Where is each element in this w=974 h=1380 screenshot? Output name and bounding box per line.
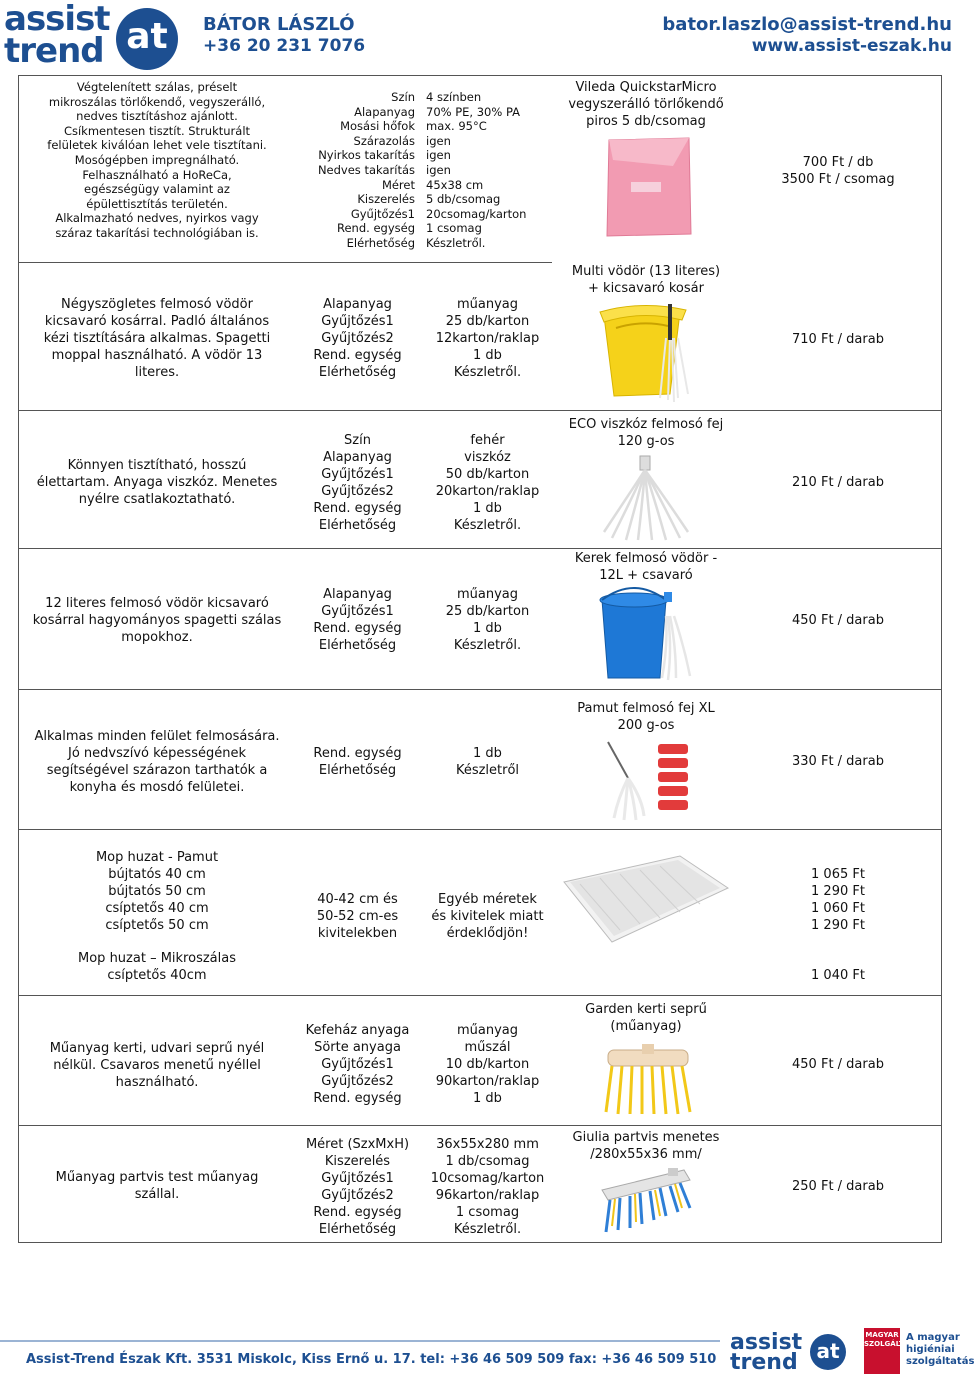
contact-name: BÁTOR LÁSZLÓ	[203, 14, 355, 35]
viscose-mop-head-image	[600, 452, 690, 542]
logo-wordmark-top: assist	[4, 0, 110, 39]
table-border-top	[18, 75, 942, 76]
garden-broom-image	[602, 1044, 694, 1116]
yellow-bucket-image	[596, 298, 700, 406]
footer-divider	[0, 1340, 720, 1342]
row1-price: 700 Ft / db 3500 Ft / csomag	[781, 155, 895, 187]
row2-price: 710 Ft / darab	[792, 332, 884, 347]
cloth-image	[603, 136, 693, 240]
table-border-left	[18, 75, 19, 1242]
row3-product-title: ECO viszkóz felmosó fej 120 g-os	[568, 417, 724, 449]
row-divider-2	[18, 410, 942, 411]
row4-spec-values: műanyag 25 db/karton 1 db Készletről.	[445, 587, 530, 653]
row5-product-title: Pamut felmosó fej XL 200 g-os	[577, 701, 715, 733]
logo-at-icon: at	[116, 8, 178, 70]
footer-logo-at-icon: at	[810, 1334, 846, 1370]
row4-spec-labels: Alapanyag Gyűjtőzés1 Rend. egység Elérhetőség	[313, 587, 402, 653]
indoor-broom-image	[596, 1166, 696, 1236]
row5-spec-labels: Rend. egység Elérhetőség	[313, 746, 402, 778]
row6-size-note: 40-42 cm és 50-52 cm-es kivitelekben	[316, 892, 399, 941]
cotton-mop-image	[604, 738, 694, 822]
row-divider-6	[18, 995, 942, 996]
row7-product-title: Garden kerti seprű (műanyag)	[585, 1002, 707, 1034]
row7-price: 450 Ft / darab	[792, 1057, 884, 1072]
contact-email[interactable]: bator.laszlo@assist-trend.hu	[662, 14, 952, 35]
row2-product-title: Multi vödör (13 literes) + kicsavaró kosár	[571, 264, 721, 296]
footer-logo-bottom: trend	[730, 1350, 798, 1375]
row-divider-3	[18, 548, 942, 549]
row8-spec-labels: Méret (SzxMxH) Kiszerelés Gyűjtőzés1 Gyűjtőzés2 Rend. egység Elérhetőség	[305, 1137, 410, 1237]
row5-price: 330 Ft / darab	[792, 754, 884, 769]
footer-logo-top: assist	[730, 1330, 803, 1355]
logo-wordmark-bottom: trend	[4, 31, 104, 71]
row8-price: 250 Ft / darab	[792, 1179, 884, 1194]
table-border-bottom	[18, 1242, 942, 1243]
row3-spec-labels: Szín Alapanyag Gyűjtőzés1 Gyűjtőzés2 Rend. egység Elérhetőség	[313, 433, 402, 533]
seal-caption: A magyar higiéniai szolgáltatás	[906, 1332, 974, 1367]
contact-website[interactable]: www.assist-eszak.hu	[751, 36, 952, 56]
footer-company-info: Assist-Trend Észak Kft. 3531 Miskolc, Kiss Ernő u. 17. tel: +36 46 509 509 fax: +36 46 509 510	[26, 1352, 717, 1367]
row4-description: 12 literes felmosó vödör kicsavaró kosárral hagyományos spagetti szálas mopokhoz.	[32, 596, 282, 645]
row1-spec-labels: Szín Alapanyag Mosási hőfok Szárazolás Nyirkos takarítás Nedves takarítás Méret Kiszerelés Gyűjtőzés1 Rend. egység Elérhetőség	[317, 90, 415, 250]
table-border-right	[941, 75, 942, 1242]
row6-inquiry-note: Egyéb méretek és kivitelek miatt érdeklődjön!	[431, 892, 544, 941]
row1-product-title: Vileda QuickstarMicro vegyszerálló törlőkendő piros 5 db/csomag	[568, 80, 724, 129]
row3-description: Könnyen tisztítható, hosszú élettartam. Anyaga viszkóz. Menetes nyélre csatlakoztatható.	[36, 458, 278, 507]
row7-spec-labels: Kefeház anyaga Sörte anyaga Gyűjtőzés1 Gyűjtőzés2 Rend. egység	[305, 1023, 410, 1106]
row6-description: Mop huzat - Pamut bújtatós 40 cm bújtatós 50 cm csíptetős 40 cm csíptetős 50 cm	[95, 850, 219, 933]
row8-description: Műanyag partvis test műanyag szállal.	[55, 1170, 259, 1202]
blue-bucket-image	[596, 586, 700, 682]
row1-description: Végtelenített szálas, préselt mikroszálas törlőkendő, vegyszerálló, nedves tisztításhoz ajánlott. Csíkmentesen tisztít. Strukturált felületek kiválóan lehet vele tisztítani. Mosógépben impregnálható. Felhasználható a HoReCa, egészségügy valamint az épülettisztítás területén. Alkalmazható nedves, nyirkos vagy száraz takarítási technológiában is.	[47, 80, 267, 240]
row1-spec-values: 4 színben 70% PE, 30% PA max. 95°C igen igen igen 45x38 cm 5 db/csomag 20csomag/karton 1 csomag Készletről.	[426, 90, 527, 250]
row-divider-1a	[18, 262, 552, 263]
row8-spec-values: 36x55x280 mm 1 db/csomag 10csomag/karton 96karton/raklap 1 csomag Készletről.	[430, 1137, 545, 1237]
row5-spec-values: 1 db Készletről	[455, 746, 520, 778]
row2-spec-labels: Alapanyag Gyűjtőzés1 Gyűjtőzés2 Rend. egység Elérhetőség	[313, 297, 402, 380]
row7-spec-values: műanyag műszál 10 db/karton 90karton/raklap 1 db	[435, 1023, 540, 1106]
page-header	[0, 0, 960, 75]
row-divider-7	[18, 1125, 942, 1126]
row5-description: Alkalmas minden felület felmosására. Jó nedvszívó képességének segítségével szárazon tarthatók a konyha és mosdó felületei.	[34, 729, 280, 795]
row-divider-5	[18, 829, 942, 830]
contact-phone: +36 20 231 7076	[203, 36, 366, 56]
row7-description: Műanyag kerti, udvari seprű nyél nélkül. Csavaros menetű nyéllel használható.	[49, 1041, 265, 1090]
row4-price: 450 Ft / darab	[792, 613, 884, 628]
row8-product-title: Giulia partvis menetes /280x55x36 mm/	[572, 1130, 720, 1162]
hungarian-service-seal: MAGYAR SZOLGÁLTATÁS	[864, 1328, 900, 1374]
row3-price: 210 Ft / darab	[792, 475, 884, 490]
row6-description-microfiber: Mop huzat – Mikroszálas csíptetős 40cm	[78, 951, 236, 983]
row3-spec-values: fehér viszkóz 50 db/karton 20karton/raklap 1 db Készletről.	[435, 433, 540, 533]
row6-price-microfiber: 1 040 Ft	[811, 968, 865, 983]
row-divider-4	[18, 689, 942, 690]
row2-description: Négyszögletes felmosó vödör kicsavaró kosárral. Padló általános kézi tisztítására alkalmas. Spagetti moppal használható. A vödör 13 literes.	[43, 297, 271, 380]
row2-spec-values: műanyag 25 db/karton 12karton/raklap 1 db Készletről.	[435, 297, 540, 380]
mop-cover-image	[560, 852, 732, 948]
row4-product-title: Kerek felmosó vödör - 12L + csavaró	[574, 551, 718, 583]
row6-prices: 1 065 Ft 1 290 Ft 1 060 Ft 1 290 Ft	[811, 867, 865, 933]
